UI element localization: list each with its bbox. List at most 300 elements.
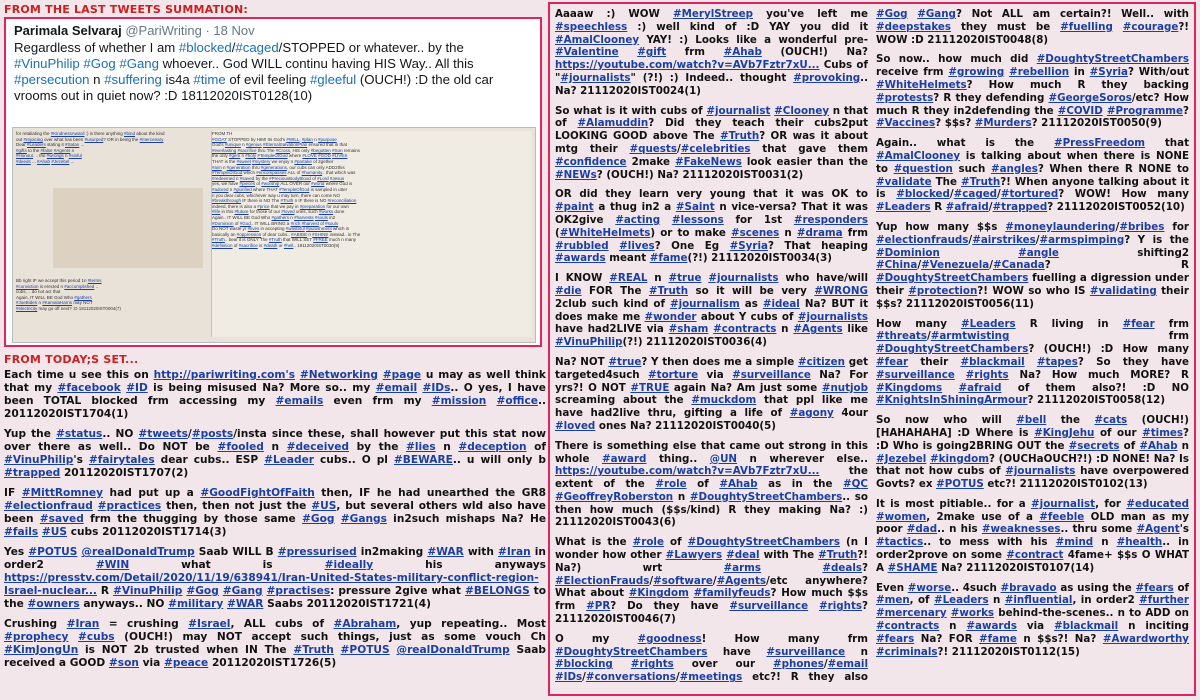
hashtag-link[interactable]: #true bbox=[608, 355, 642, 368]
hashtag-link[interactable]: #VinuPhilip bbox=[4, 454, 74, 466]
image-text-block-center bbox=[211, 131, 532, 337]
tweet-header bbox=[6, 19, 540, 38]
hashtag-link[interactable]: #fooled bbox=[217, 441, 264, 453]
hashtag-link[interactable]: #status bbox=[56, 428, 103, 440]
hashtag-link[interactable]: #military bbox=[168, 598, 224, 610]
hashtag-link[interactable]: #NEWs bbox=[555, 168, 597, 181]
hashtag-link[interactable]: #validate bbox=[876, 175, 932, 188]
hashtag-link[interactable]: #award bbox=[601, 452, 647, 465]
hashtag-link: #breakthrough bbox=[212, 198, 242, 204]
hashtag-link[interactable]: #secrets bbox=[1068, 439, 1120, 452]
hashtag-link[interactable]: #Gang bbox=[917, 8, 956, 20]
url-link[interactable]: http://pariwriting.com's bbox=[153, 369, 296, 381]
hashtag-link[interactable]: #tortured bbox=[1000, 188, 1059, 201]
image-text-line: #Honour. .. the #wrongs n #sinful bbox=[16, 153, 82, 159]
hashtag-link[interactable]: #Ahab bbox=[719, 478, 758, 491]
hashtag-link[interactable]: #WIN bbox=[95, 559, 130, 571]
hashtag-link[interactable]: #conversations bbox=[585, 671, 676, 684]
hashtag-link[interactable]: #BELONGS bbox=[464, 585, 530, 597]
hashtag-link[interactable]: #Lawyers bbox=[665, 549, 723, 562]
hashtag-link[interactable]: #IDs bbox=[555, 671, 583, 684]
hashtag-link[interactable]: #times bbox=[1142, 426, 1184, 439]
hashtag-link[interactable]: #works bbox=[950, 607, 995, 620]
hashtag-link[interactable]: #AmalClooney bbox=[555, 33, 640, 46]
hashtag-link[interactable]: #FakeNews bbox=[675, 155, 742, 168]
hashtag-link[interactable]: #deepstakes bbox=[876, 20, 952, 33]
hashtag-link[interactable]: #saved bbox=[39, 513, 84, 525]
tweet-image[interactable] bbox=[12, 127, 536, 343]
tweet-author-name[interactable]: Parimala Selvaraj bbox=[14, 23, 122, 38]
hashtag-link[interactable]: #blocked bbox=[178, 40, 232, 55]
hashtag-link[interactable]: #tweets bbox=[138, 428, 188, 440]
hashtag-link[interactable]: #Gog bbox=[186, 585, 219, 597]
image-text-line: #JoeBiden n #KamalaHarris may NOT bbox=[16, 300, 93, 306]
hashtag-link[interactable]: #protests bbox=[876, 91, 934, 104]
hashtag-link[interactable]: #Networking bbox=[299, 369, 378, 381]
image-text-line: out #rejoicing over what has been #usurped? OR in being the #mercenary bbox=[16, 136, 164, 142]
hashtag-link[interactable]: #afraid bbox=[958, 381, 1002, 394]
hashtag-link[interactable]: #caged bbox=[953, 188, 998, 201]
hashtag-link[interactable]: #scenes bbox=[730, 226, 780, 239]
hashtag-link[interactable]: #DoughtyStreetChambers bbox=[555, 645, 708, 658]
hashtag-link[interactable]: #Israel bbox=[188, 618, 231, 630]
hashtag-link[interactable]: #deception bbox=[458, 441, 527, 453]
hashtag-link[interactable]: #DoughtyStreetChambers bbox=[687, 536, 840, 549]
hashtag-link[interactable]: #rights bbox=[630, 658, 674, 671]
hashtag-link[interactable]: #cubs bbox=[78, 631, 115, 643]
hashtag-link[interactable]: #fears bbox=[876, 632, 915, 645]
hashtag-link: #holy bbox=[245, 153, 257, 159]
hashtag-link[interactable]: #WRONG bbox=[814, 284, 869, 297]
hashtag-link[interactable]: #Saint bbox=[675, 201, 715, 214]
hashtag-link[interactable]: #journalists bbox=[1005, 465, 1076, 478]
image-text-line: #GOAT STOPPED by HIM! Its God's #WILL, #plan n #purpose bbox=[212, 136, 337, 142]
hashtag-link[interactable]: #women bbox=[876, 510, 927, 523]
hashtag-link[interactable]: #Abraham bbox=[333, 618, 397, 630]
hashtag-link[interactable]: #ideal bbox=[762, 297, 800, 310]
hashtag-link[interactable]: #KnightsInShiningArmour bbox=[876, 394, 1028, 407]
hashtag-link[interactable]: #validating bbox=[1089, 284, 1157, 297]
hashtag-link[interactable]: #VinuPhilip bbox=[113, 585, 183, 597]
hashtag-link[interactable]: #mercenary bbox=[876, 607, 947, 620]
hashtag-link[interactable]: #emails bbox=[275, 395, 324, 407]
hashtag-link[interactable]: #surveillance bbox=[732, 368, 811, 381]
hashtag-link[interactable]: #armspimping bbox=[1039, 233, 1125, 246]
hashtag-link: #generations bbox=[260, 164, 287, 170]
hashtag-link: #PreciousBodyBlood bbox=[269, 175, 311, 181]
hashtag-link[interactable]: #phones bbox=[773, 658, 824, 671]
hashtag-link[interactable]: #Ahab bbox=[723, 46, 762, 59]
hashtag-link[interactable]: #Dominion bbox=[876, 246, 940, 259]
hashtag-link[interactable]: #men bbox=[876, 594, 910, 607]
hashtag-link[interactable]: #AmalClooney bbox=[876, 149, 961, 162]
paragraph: Even #worse.. 4such #bravado as using the #fears of #men, of #Leaders n #influential, in order2 #further #mercenary #works behind-the-scenes.. n to ADD on #contracts n #awards via #blackmail n inciting #fears Na? FOR #fame n $$s?! Na? #Awardworthy #criminals?! 21112020IST0112(15) bbox=[876, 581, 1190, 658]
hashtag-link: #gifts bbox=[16, 147, 27, 153]
hashtag-link[interactable]: #question bbox=[893, 162, 953, 175]
hashtag-link[interactable]: #growing bbox=[948, 66, 1005, 79]
hashtag-link[interactable]: #goodness bbox=[637, 632, 702, 645]
hashtag-link[interactable]: #fear bbox=[1122, 317, 1155, 330]
hashtag-link[interactable]: #feeble bbox=[1039, 510, 1085, 523]
hashtag-link[interactable]: #VinuPhilip bbox=[555, 336, 623, 349]
hashtag-link[interactable]: #Leaders bbox=[876, 201, 931, 214]
hashtag-link[interactable]: #BEWARE bbox=[393, 454, 453, 466]
hashtag-link: #LIVES bbox=[332, 153, 348, 159]
hashtag-link[interactable]: #Gang bbox=[222, 585, 263, 597]
hashtag-link[interactable]: #afraid bbox=[945, 201, 989, 214]
hashtag-link[interactable]: #rebellion bbox=[1009, 66, 1070, 79]
hashtag-link[interactable]: #PressFreedom bbox=[1053, 137, 1146, 150]
hashtag-link[interactable]: #dad bbox=[906, 523, 938, 536]
hashtag-link[interactable]: #drama bbox=[796, 226, 843, 239]
hashtag-link[interactable]: #deal bbox=[726, 549, 760, 562]
image-text-block-left bbox=[16, 131, 206, 191]
hashtag-link[interactable]: #deceived bbox=[286, 441, 350, 453]
hashtag-link[interactable]: #Agents bbox=[716, 574, 767, 587]
hashtag-link[interactable]: #practises bbox=[266, 585, 331, 597]
hashtag-link[interactable]: #journalists bbox=[708, 272, 779, 285]
hashtag-link[interactable]: #sham bbox=[668, 323, 709, 336]
hashtag-link[interactable]: #journalists bbox=[797, 310, 868, 323]
hashtag-link[interactable]: #facebook bbox=[57, 382, 121, 394]
hashtag-link[interactable]: #caged bbox=[235, 40, 279, 55]
hashtag-link[interactable]: #COVID bbox=[1057, 104, 1103, 117]
hashtag-link[interactable]: #tactics bbox=[876, 536, 924, 549]
hashtag-link[interactable]: #Truth bbox=[648, 284, 689, 297]
hashtag-link[interactable]: #Gangs bbox=[340, 513, 387, 525]
hashtag-link: #usurped bbox=[84, 136, 104, 142]
image-text-line: #everlasting #sacrifice thru The #Cross, HIS only #begotten #Son remains bbox=[212, 147, 360, 153]
hashtag-link[interactable]: #educated bbox=[1126, 497, 1189, 510]
hashtag-link[interactable]: #MittRomney bbox=[21, 487, 103, 499]
hashtag-link[interactable]: #China bbox=[876, 259, 918, 272]
hashtag-link[interactable]: #posts bbox=[191, 428, 234, 440]
hashtag-link[interactable]: #mission bbox=[431, 395, 487, 407]
hashtag-link[interactable]: #citizen bbox=[797, 355, 845, 368]
hashtag-link[interactable]: #fuelling bbox=[1060, 20, 1113, 33]
hashtag-link[interactable]: #armtwisting bbox=[930, 330, 1010, 343]
hashtag-link[interactable]: #Syria bbox=[729, 239, 768, 252]
hashtag-link[interactable]: #GeorgeSoros bbox=[1048, 91, 1132, 104]
hashtag-link: #false bbox=[40, 147, 53, 153]
hashtag-link[interactable]: #wonder bbox=[644, 310, 697, 323]
hashtag-link[interactable]: #provoking bbox=[793, 71, 861, 84]
hashtag-link[interactable]: #lives bbox=[619, 239, 655, 252]
hashtag-link[interactable]: #WAR bbox=[226, 598, 264, 610]
hashtag-link[interactable]: #acting bbox=[615, 213, 661, 226]
hashtag-link[interactable]: #awards bbox=[555, 252, 606, 265]
image-text-line: basically an #oppression of dear cubs.. #ABIDE n #SHINE instead.. in The bbox=[212, 231, 361, 237]
hashtag-link[interactable]: #ID bbox=[126, 382, 148, 394]
hashtag-link[interactable]: #angle bbox=[1018, 246, 1059, 259]
hashtag-link[interactable]: #courage bbox=[1122, 20, 1179, 33]
hashtag-link[interactable]: #rights bbox=[965, 368, 1009, 381]
hashtag-link[interactable]: #QC bbox=[843, 478, 868, 491]
hashtag-link[interactable]: #speechless bbox=[555, 20, 628, 33]
hashtag-link[interactable]: #fame bbox=[979, 632, 1017, 645]
hashtag-link[interactable]: #Gog bbox=[302, 513, 335, 525]
hashtag-link[interactable]: #kingdom bbox=[930, 452, 989, 465]
hashtag-link[interactable]: #KimJongUn bbox=[4, 644, 79, 656]
hashtag-link[interactable]: #Kingdoms bbox=[876, 381, 943, 394]
image-text-line: Dear #Leaders stating it #Satan ... bbox=[16, 142, 85, 148]
hashtag-link[interactable]: #surveillance bbox=[729, 600, 809, 613]
hashtag-link[interactable]: #true bbox=[668, 272, 702, 285]
hashtag-link[interactable]: #SHAME bbox=[887, 561, 938, 574]
hashtag-link[interactable]: #rubbled bbox=[555, 239, 609, 252]
hashtag-link[interactable]: #office bbox=[496, 395, 538, 407]
hashtag-link[interactable]: #Gang bbox=[119, 56, 159, 71]
hashtag-link[interactable]: #REAL bbox=[609, 272, 648, 285]
hashtag-link[interactable]: #WhiteHelmets bbox=[876, 78, 967, 91]
hashtag-link[interactable]: #DoughtyStreetChambers bbox=[876, 272, 1029, 285]
hashtag-link: #sacrifice bbox=[238, 242, 258, 248]
hashtag-link[interactable]: #KingJehu bbox=[1034, 426, 1095, 439]
hashtag-link[interactable]: #Syria bbox=[1089, 66, 1128, 79]
hashtag-link[interactable]: #Valentine bbox=[555, 46, 619, 59]
hashtag-link[interactable]: #worse bbox=[907, 581, 952, 594]
hashtag-link[interactable]: #TRUE bbox=[630, 381, 670, 394]
image-text-line: #redeemed n #saved by the #PreciousBodyBlood of #Lord #Jesus bbox=[212, 175, 345, 181]
hashtag-link[interactable]: #time bbox=[193, 72, 226, 87]
hashtag-link[interactable]: #role bbox=[655, 478, 687, 491]
hashtag-link[interactable]: #torture bbox=[648, 368, 699, 381]
image-text-line: #gifts to the #false #Agents n bbox=[16, 147, 75, 153]
hashtag-link: #life bbox=[212, 209, 221, 215]
hashtag-link[interactable]: #lessons bbox=[671, 213, 724, 226]
hashtag-link: #KamalaHarris bbox=[42, 300, 73, 306]
hashtag-link[interactable]: #health bbox=[1116, 536, 1163, 549]
hashtag-link[interactable]: #email bbox=[375, 382, 418, 394]
hashtag-link: #partake bbox=[294, 158, 312, 164]
hashtag-link[interactable]: #further bbox=[1139, 594, 1189, 607]
hashtag-link[interactable]: #contract bbox=[1006, 549, 1064, 562]
hashtag-link[interactable]: #journalist bbox=[1031, 497, 1096, 510]
hashtag-link: #wasteful bbox=[285, 226, 305, 232]
hashtag-link[interactable]: #WAR bbox=[427, 546, 464, 558]
section-heading-today: FROM TODAY;S SET... bbox=[4, 353, 139, 366]
hashtag-link[interactable]: #MerylStreep bbox=[673, 8, 753, 20]
hashtag-link[interactable]: #fears bbox=[1135, 581, 1174, 594]
hashtag-link[interactable]: #surveillance bbox=[766, 645, 846, 658]
hashtag-link[interactable]: #Agent bbox=[1136, 523, 1180, 536]
hashtag-link[interactable]: #Awardworthy bbox=[1102, 632, 1190, 645]
hashtag-link[interactable]: #Iran bbox=[497, 546, 531, 558]
hashtag-link[interactable]: #Kingdom bbox=[628, 587, 689, 600]
hashtag-link[interactable]: #fairytales bbox=[88, 454, 155, 466]
hashtag-link[interactable]: #bribes bbox=[1119, 220, 1165, 233]
hashtag-link[interactable]: #Murders bbox=[974, 117, 1032, 130]
hashtag-link[interactable]: #Venezuela bbox=[921, 259, 990, 272]
hashtag-link: #Truth bbox=[212, 237, 225, 243]
hashtag-link: #TempleOfGod bbox=[257, 153, 288, 159]
hashtag-link[interactable]: #journalism bbox=[669, 297, 740, 310]
hashtag-link[interactable]: #pressurised bbox=[277, 546, 357, 558]
hashtag-link[interactable]: #contracts bbox=[876, 620, 940, 633]
hashtag-link[interactable]: #Vaccines bbox=[876, 117, 936, 130]
hashtag-link[interactable]: #Truth bbox=[818, 549, 858, 562]
hashtag-link[interactable]: #familyfeuds bbox=[693, 587, 771, 600]
paragraph: IF #MittRomney had put up a #GoodFightOfFaith then, IF he had unearthed the GR8 #electionfraud #practices then, then not just the #US, but several others wld also have been #saved frm the thugging by those same #Gog #Gangs in2such mishaps Na? He #fails #US cubs 20112020IST1714(3) bbox=[4, 487, 546, 538]
hashtag-link[interactable]: #criminals bbox=[876, 645, 938, 658]
hashtag-link[interactable]: #contracts bbox=[713, 323, 777, 336]
image-text-line: the only #gem n #holy #TempleOfGod where #LOVE #GOD #LIVES bbox=[212, 153, 348, 159]
hashtag-link[interactable]: #DoughtyStreetChambers bbox=[1036, 53, 1189, 66]
hashtag-link[interactable]: #blocking bbox=[555, 658, 613, 671]
hashtag-link[interactable]: #mind bbox=[1055, 536, 1094, 549]
hashtag-link[interactable]: #surveillance bbox=[876, 368, 955, 381]
hashtag-link[interactable]: #GoodFightOfFaith bbox=[200, 487, 315, 499]
hashtag-link[interactable]: #deals bbox=[822, 561, 863, 574]
hashtag-link[interactable]: #Ahab bbox=[1139, 439, 1178, 452]
hashtag-link[interactable]: #bravado bbox=[1000, 581, 1057, 594]
hashtag-link[interactable]: #muckdom bbox=[691, 394, 757, 407]
paragraph: Aaaaw :) WOW #MerylStreep you've left me #speechless :) well kind of :D YAY you did it #AmalClooney YAY! :) Looks like a wonderful pre-#Valentine #gift frm #Ahab (OUCH!) Na? https://youtube.com/watch?v=AVb7Fztr7xU... Cubs of "#journalists" (?!) :) Indeed.. thought #provoking.. Na? 21112020IST0024(1) bbox=[555, 8, 868, 97]
hashtag-link[interactable]: #Iran bbox=[66, 618, 100, 630]
hashtag-link[interactable]: #DoughtyStreetChambers bbox=[689, 490, 843, 503]
tweet-date[interactable]: · 18 Nov bbox=[205, 23, 255, 38]
hashtag-link[interactable]: #practices bbox=[97, 500, 162, 512]
hashtag-link[interactable]: #celebrities bbox=[680, 142, 751, 155]
hashtag-link[interactable]: #electionfrauds bbox=[876, 233, 969, 246]
hashtag-link[interactable]: #Truth bbox=[961, 175, 1001, 188]
hashtag-link[interactable]: #electionfraud bbox=[4, 500, 93, 512]
tweet-card[interactable] bbox=[4, 17, 542, 347]
hashtag-link[interactable]: #protection bbox=[908, 284, 978, 297]
hashtag-link[interactable]: #ideally bbox=[324, 559, 374, 571]
hashtag-link[interactable]: #Truth bbox=[293, 644, 334, 656]
hashtag-link[interactable]: #WhiteHelmets bbox=[559, 226, 651, 239]
hashtag-link[interactable]: #agony bbox=[789, 407, 834, 420]
hashtag-link: #Agents bbox=[53, 147, 71, 153]
hashtag-link[interactable]: #persecution bbox=[14, 72, 90, 87]
hashtag-link[interactable]: #paint bbox=[555, 201, 594, 214]
hashtag-link: #ABIDE bbox=[291, 231, 308, 237]
hashtag-link[interactable]: #loved bbox=[555, 419, 596, 432]
url-link[interactable]: https://youtube.com/watch?v=AVb7Fztr7xU... bbox=[555, 59, 820, 72]
hashtag-link: #JoeBiden bbox=[16, 300, 38, 306]
hashtag-link[interactable]: #IDs bbox=[422, 382, 451, 394]
hashtag-link[interactable]: #blocked bbox=[896, 188, 950, 201]
hashtag-link[interactable]: #GeoffreyRoberston bbox=[555, 490, 674, 503]
url-link[interactable]: https://presstv.com/Detail/2020/11/19/638941/Iran-United-States-military-conflict-region-Israel-nuclear... bbox=[4, 572, 539, 597]
hashtag-link[interactable]: #die bbox=[555, 284, 582, 297]
hashtag-link[interactable]: #threats bbox=[876, 330, 927, 343]
hashtag-link[interactable]: #journalists bbox=[560, 71, 631, 84]
hashtag-link[interactable]: #Programme bbox=[1106, 104, 1184, 117]
hashtag-link[interactable]: #son bbox=[108, 657, 139, 669]
mention-link[interactable]: @realDonaldTrump bbox=[81, 546, 195, 558]
hashtag-link[interactable]: #angles bbox=[990, 162, 1038, 175]
mention-link[interactable]: @UN bbox=[709, 452, 738, 465]
hashtag-link[interactable]: #POTUS bbox=[340, 644, 390, 656]
hashtag-link[interactable]: #rights bbox=[819, 600, 863, 613]
hashtag-link[interactable]: #Leaders bbox=[933, 594, 989, 607]
hashtag-link[interactable]: #fails bbox=[4, 526, 39, 538]
hashtag-link[interactable]: #bell bbox=[1016, 414, 1047, 427]
hashtag-link[interactable]: #Alamuddin bbox=[577, 117, 649, 130]
hashtag-link[interactable]: #blackmail bbox=[960, 355, 1025, 368]
hashtag-link[interactable]: #lies bbox=[406, 441, 436, 453]
hashtag-link[interactable]: #journalist bbox=[706, 104, 771, 117]
hashtag-link[interactable]: #Canada bbox=[992, 259, 1045, 272]
hashtag-link[interactable]: #Gog bbox=[876, 8, 908, 20]
hashtag-link: #humanity bbox=[301, 170, 323, 176]
hashtag-link[interactable]: #weaknesses bbox=[981, 523, 1061, 536]
hashtag-link[interactable]: #fear bbox=[876, 355, 909, 368]
hashtag-link[interactable]: #trapped bbox=[992, 201, 1048, 214]
hashtag-link[interactable]: #suffering bbox=[104, 72, 162, 87]
hashtag-link[interactable]: #VinuPhilip bbox=[14, 56, 80, 71]
hashtag-link[interactable]: #blackmail bbox=[1054, 620, 1119, 633]
hashtag-link[interactable]: #gift bbox=[637, 46, 667, 59]
hashtag-link[interactable]: #influential bbox=[1004, 594, 1073, 607]
hashtag-link[interactable]: #nutjob bbox=[821, 381, 868, 394]
paragraph: Na? NOT #true? Y then does me a simple #citizen get targeted4such #torture via #surveillance Na? For yrs?! O NOT #TRUE again Na? Am just some #nutjob screaming about the #muckdom that ppl like me have had2live thru, gifting a life of #agony 4our #loved ones Na? 21112020IST0040(5) bbox=[555, 355, 869, 432]
hashtag-link: #mercenary bbox=[139, 136, 164, 142]
tweet-author-handle[interactable]: @PariWriting bbox=[125, 23, 202, 38]
hashtag-link[interactable]: #owners bbox=[27, 598, 80, 610]
hashtag-link[interactable]: #email bbox=[827, 658, 868, 671]
hashtag-link[interactable]: #Gog bbox=[83, 56, 116, 71]
hashtag-link: #Dominion bbox=[212, 220, 234, 226]
hashtag-link: #wrongs bbox=[46, 153, 64, 159]
hashtag-link: #GOD bbox=[318, 153, 331, 159]
hashtag-link[interactable]: #tapes bbox=[1036, 355, 1078, 368]
hashtag-link[interactable]: #Leaders bbox=[960, 317, 1016, 330]
hashtag-link[interactable]: #DoughtyStreetChambers bbox=[876, 343, 1029, 356]
hashtag-link[interactable]: #responders bbox=[793, 213, 868, 226]
hashtag-link[interactable]: #fame bbox=[649, 252, 688, 265]
hashtag-link[interactable]: #quests bbox=[629, 142, 677, 155]
hashtag-link[interactable]: #Agents bbox=[793, 323, 843, 336]
hashtag-link[interactable]: #US bbox=[41, 526, 68, 538]
hashtag-link[interactable]: #ElectionFrauds bbox=[555, 574, 650, 587]
hashtag-link[interactable]: #airstrikes bbox=[972, 233, 1036, 246]
hashtag-link[interactable]: #PR bbox=[586, 600, 611, 613]
hashtag-link[interactable]: #Leader bbox=[264, 454, 315, 466]
hashtag-link[interactable]: #prophecy bbox=[4, 631, 69, 643]
mention-link[interactable]: @realDonaldTrump bbox=[396, 644, 510, 656]
hashtag-link: #gem bbox=[229, 153, 241, 159]
hashtag-link[interactable]: #US bbox=[311, 500, 337, 512]
hashtag-link[interactable]: #role bbox=[632, 536, 664, 549]
hashtag-link[interactable]: #software bbox=[653, 574, 713, 587]
hashtag-link[interactable]: #meetings bbox=[679, 671, 743, 684]
hashtag-link[interactable]: #Jezebel bbox=[876, 452, 927, 465]
hashtag-link[interactable]: #cats bbox=[1094, 414, 1128, 427]
hashtag-link[interactable]: #confidence bbox=[555, 155, 627, 168]
url-link[interactable]: https://youtube.com/watch?v=AVb7Fztr7xU... bbox=[555, 465, 820, 478]
hashtag-link[interactable]: #peace bbox=[163, 657, 209, 669]
hashtag-link[interactable]: #gleeful bbox=[309, 72, 357, 87]
hashtag-link[interactable]: #arms bbox=[723, 561, 762, 574]
hashtag-link[interactable]: #trapped bbox=[4, 467, 61, 479]
hashtag-link: #Satan bbox=[65, 142, 80, 148]
hashtag-link: #punishment bbox=[306, 226, 332, 232]
hashtag-link: #souls bbox=[314, 214, 328, 220]
image-text-line: cubs, .. do not act that bbox=[16, 289, 61, 295]
hashtag-link[interactable]: #page bbox=[382, 369, 422, 381]
hashtag-link[interactable]: #awards bbox=[966, 620, 1018, 633]
hashtag-link[interactable]: #POTUS bbox=[936, 478, 984, 491]
image-text-line: Again.. IT WILL BE God Who #gathers n #harvests #souls in2 bbox=[212, 214, 336, 220]
hashtag-link[interactable]: #Truth bbox=[720, 130, 760, 143]
image-text-line: #adored n #glorified where THAT #TempleOfGod is sampled in utter bbox=[212, 186, 348, 192]
hashtag-link[interactable]: #Clooney bbox=[774, 104, 830, 117]
hashtag-link[interactable]: #moneylaundering bbox=[1005, 220, 1116, 233]
hashtag-link[interactable]: #POTUS bbox=[28, 546, 78, 558]
